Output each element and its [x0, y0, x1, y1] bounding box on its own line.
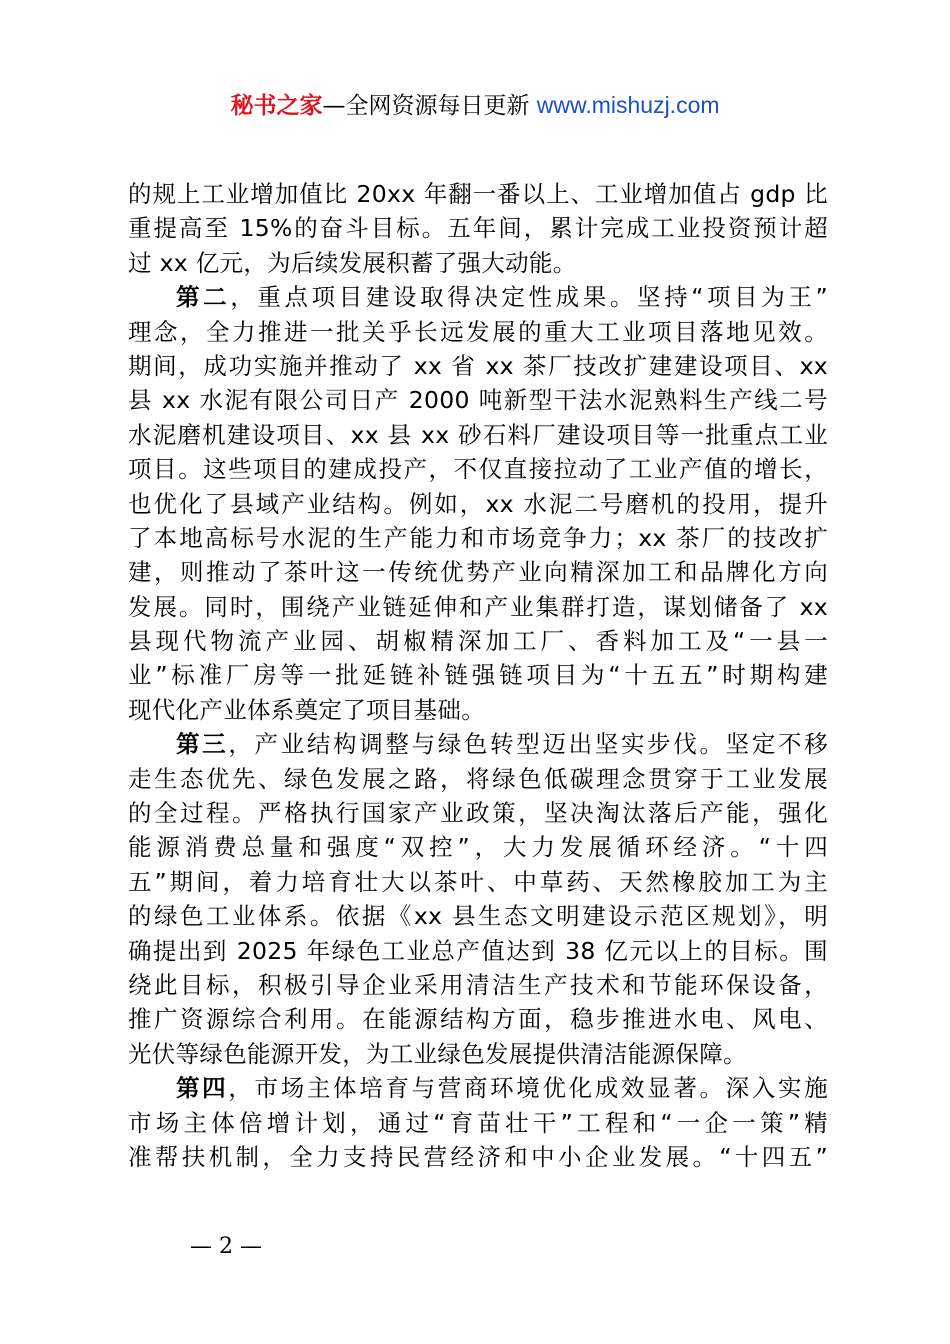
- text-line: 项目。这些项目的建成投产，不仅直接拉动了工业产值的增长，: [128, 455, 828, 484]
- text-line: 能源消费总量和强度“双控”，大力发展循环经济。“十四: [128, 833, 828, 862]
- text-line: 也优化了县域产业结构。例如，xx 水泥二号磨机的投用，提升: [128, 489, 828, 518]
- paragraph-lead: 第四: [176, 1074, 229, 1103]
- site-tagline: —全网资源每日更新: [322, 93, 537, 119]
- text-line: 光伏等绿色能源开发，为工业绿色发展提供清洁能源保障。: [128, 1039, 747, 1068]
- site-header: [0, 88, 950, 123]
- site-url[interactable]: www.mishuzj.com: [536, 92, 720, 118]
- text-line: 过 xx 亿元，为后续发展积蓄了强大动能。: [128, 248, 577, 277]
- text-line: 绕此目标，积极引导企业采用清洁生产技术和节能环保设备，: [128, 970, 828, 999]
- text-line-rest: ，市场主体培育与营商环境优化成效显著。深入实施: [228, 1074, 828, 1103]
- site-brand: 秘书之家: [230, 93, 323, 119]
- document-body: [128, 177, 828, 1174]
- text-line: 水泥磨机建设项目、xx 县 xx 砂石料厂建设项目等一批重点工业: [128, 420, 828, 449]
- text-line: 市场主体倍增计划，通过“育苗壮干”工程和“一企一策”精: [128, 1108, 828, 1137]
- text-line: 现代化产业体系奠定了项目基础。: [128, 695, 485, 724]
- text-line: 推广资源综合利用。在能源结构方面，稳步推进水电、风电、: [128, 1005, 828, 1034]
- text-line: 的规上工业增加值比 20xx 年翻一番以上、工业增加值占 gdp 比: [128, 180, 828, 208]
- text-line: 的绿色工业体系。依据《xx 县生态文明建设示范区规划》，明: [128, 902, 828, 931]
- text-line: 业”标准厂房等一批延链补链强链项目为“十五五”时期构建: [128, 661, 828, 690]
- text-line: 走生态优先、绿色发展之路，将绿色低碳理念贯穿于工业发展: [128, 764, 828, 793]
- text-line-rest: ，产业结构调整与绿色转型迈出坚实步伐。坚定不移: [228, 730, 828, 759]
- paragraph-3: [128, 727, 828, 1071]
- page-number: — 2 —: [190, 1234, 262, 1259]
- paragraph-1: [128, 177, 828, 280]
- paragraph-4: [128, 1071, 828, 1174]
- text-line: 确提出到 2025 年绿色工业总产值达到 38 亿元以上的目标。围: [128, 936, 828, 965]
- paragraph-lead: 第二: [176, 283, 231, 312]
- text-line-rest: ，重点项目建设取得决定性成果。坚持“项目为王”: [230, 283, 829, 312]
- text-line: 五”期间，着力培育壮大以茶叶、中草药、天然橡胶加工为主: [128, 867, 828, 896]
- text-line: [128, 1071, 828, 1105]
- text-line: 重提高至 15%的奋斗目标。五年间，累计完成工业投资预计超: [128, 214, 828, 243]
- text-line: [128, 280, 828, 314]
- text-line: 发展。同时，围绕产业链延伸和产业集群打造，谋划储备了 xx: [128, 592, 828, 621]
- text-line: 建，则推动了茶叶这一传统优势产业向精深加工和品牌化方向: [128, 558, 828, 587]
- text-line: [128, 727, 828, 761]
- text-line: 理念，全力推进一批关乎长远发展的重大工业项目落地见效。: [128, 317, 828, 346]
- paragraph-2: [128, 280, 828, 727]
- text-line: 县 xx 水泥有限公司日产 2000 吨新型干法水泥熟料生产线二号: [128, 386, 828, 415]
- text-line: 的全过程。严格执行国家产业政策，坚决淘汰落后产能，强化: [128, 799, 828, 828]
- text-line: 期间，成功实施并推动了 xx 省 xx 茶厂技改扩建建设项目、xx: [128, 351, 828, 380]
- text-line: 准帮扶机制，全力支持民营经济和中小企业发展。“十四五”: [128, 1142, 828, 1171]
- text-line: 县现代物流产业园、胡椒精深加工厂、香料加工及“一县一: [128, 627, 828, 656]
- text-line: 了本地高标号水泥的生产能力和市场竞争力；xx 茶厂的技改扩: [128, 523, 828, 552]
- paragraph-lead: 第三: [176, 730, 229, 759]
